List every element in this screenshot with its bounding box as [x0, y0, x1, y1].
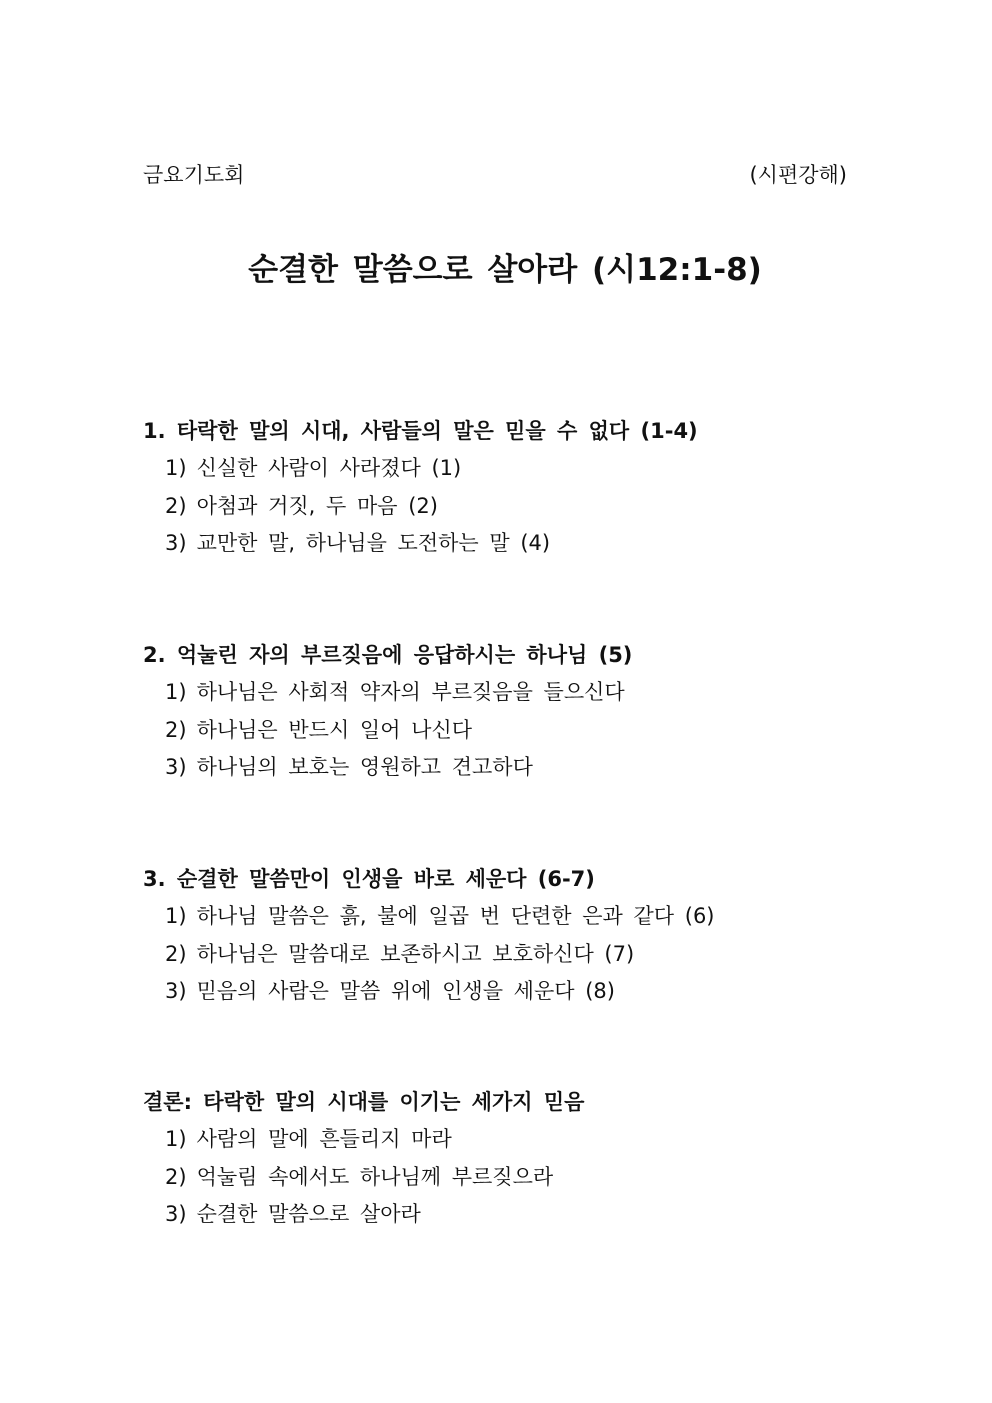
item-text: 하나님은 말씀대로 보존하시고 보호하신다 (7)	[196, 941, 635, 966]
list-item	[143, 752, 903, 782]
section-items	[143, 453, 903, 558]
list-item	[143, 528, 903, 558]
item-text: 하나님의 보호는 영원하고 견고하다	[196, 755, 533, 779]
item-number: 2)	[165, 717, 187, 742]
item-number: 1)	[165, 456, 187, 480]
item-text: 억눌림 속에서도 하나님께 부르짖으라	[196, 1164, 554, 1189]
section-items	[143, 677, 903, 782]
item-text: 순결한 말씀으로 살아라	[196, 1202, 421, 1226]
list-item	[143, 1124, 903, 1154]
section-conclusion	[143, 1087, 903, 1237]
section-heading: 3. 순결한 말씀만이 인생을 바로 세운다 (6-7)	[143, 867, 595, 891]
item-text: 하나님은 반드시 일어 나신다	[196, 717, 473, 742]
section-2	[143, 640, 903, 790]
item-number: 3)	[165, 755, 187, 779]
item-number: 2)	[165, 493, 187, 518]
item-text: 교만한 말, 하나님을 도전하는 말 (4)	[196, 531, 551, 555]
list-item	[143, 1199, 903, 1229]
item-text: 하나님 말씀은 흙, 불에 일곱 번 단련한 은과 같다 (6)	[196, 904, 715, 928]
item-text: 하나님은 사회적 약자의 부르짖음을 들으신다	[196, 680, 625, 704]
item-number: 1)	[165, 1127, 187, 1151]
list-item	[143, 901, 903, 931]
sermon-title: 순결한 말씀으로 살아라 (시12:1-8)	[248, 252, 762, 288]
item-number: 2)	[165, 1164, 187, 1189]
item-number: 1)	[165, 904, 187, 928]
section-heading: 2. 억눌린 자의 부르짖음에 응답하시는 하나님 (5)	[143, 643, 633, 667]
list-item	[143, 677, 903, 707]
list-item	[143, 715, 903, 745]
list-item	[143, 939, 903, 969]
item-number: 1)	[165, 680, 187, 704]
section-3	[143, 864, 903, 1014]
item-text: 신실한 사람이 사라졌다 (1)	[196, 456, 462, 480]
item-text: 믿음의 사람은 말씀 위에 인생을 세운다 (8)	[196, 979, 615, 1003]
item-number: 2)	[165, 941, 187, 966]
header-series-label: (시편강해)	[749, 163, 847, 187]
list-item	[143, 976, 903, 1006]
section-items	[143, 901, 903, 1006]
header-service-name: 금요기도회	[143, 163, 245, 187]
item-text: 아첨과 거짓, 두 마음 (2)	[196, 493, 438, 518]
section-heading: 1. 타락한 말의 시대, 사람들의 말은 믿을 수 없다 (1-4)	[143, 419, 698, 443]
list-item	[143, 453, 903, 483]
item-number: 3)	[165, 979, 187, 1003]
list-item	[143, 491, 903, 521]
section-items	[143, 1124, 903, 1229]
section-heading: 결론: 타락한 말의 시대를 이기는 세가지 믿음	[143, 1090, 585, 1114]
item-number: 3)	[165, 1202, 187, 1226]
section-1	[143, 416, 903, 566]
list-item	[143, 1162, 903, 1192]
item-number: 3)	[165, 531, 187, 555]
item-text: 사람의 말에 흔들리지 마라	[196, 1127, 452, 1151]
